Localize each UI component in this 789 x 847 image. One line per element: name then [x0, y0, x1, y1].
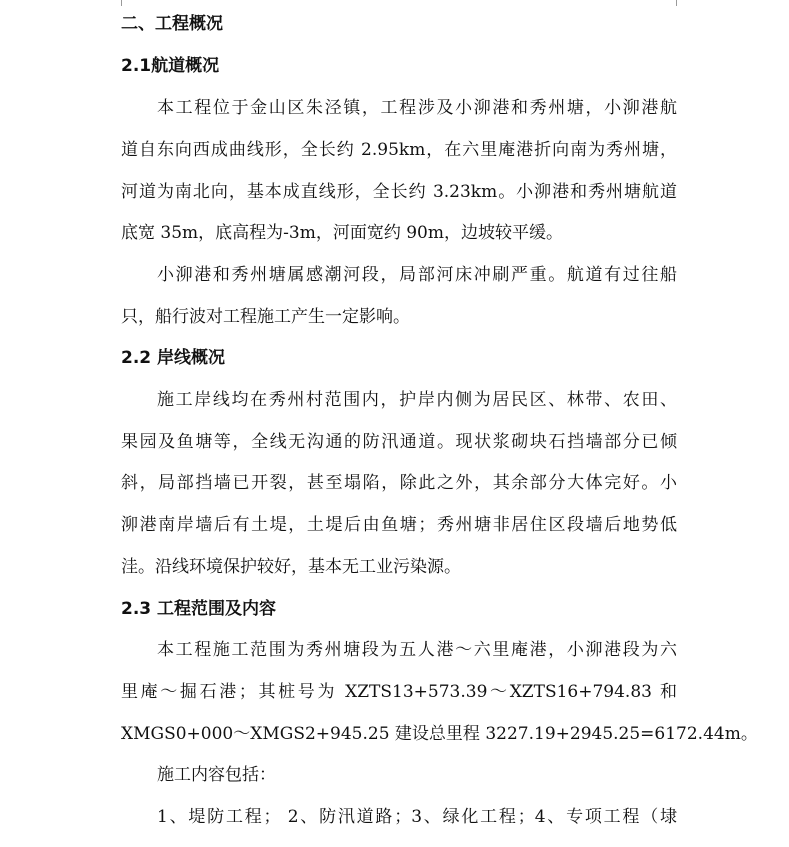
heading-2-2: 2.2 岸线概况 — [121, 348, 226, 368]
page-corner-mark-right — [676, 0, 699, 6]
paragraph-line: 本工程位于金山区朱泾镇，工程涉及小泖港和秀州塘，小泖港航 — [157, 98, 677, 118]
paragraph-line: 施工内容包括： — [157, 765, 276, 785]
paragraph-line: 1、堤防工程； 2、防汛道路；3、绿化工程；4、专项工程（埭 — [157, 807, 677, 827]
heading-2-3: 2.3 工程范围及内容 — [121, 599, 277, 619]
heading-2-1: 2.1航道概况 — [121, 56, 220, 76]
paragraph-line: 河道为南北向，基本成直线形，全长约 3.23km。小泖港和秀州塘航道 — [121, 182, 677, 202]
paragraph-line: 斜，局部挡墙已开裂，甚至塌陷，除此之外，其余部分大体完好。小 — [121, 473, 677, 493]
paragraph-line: 里庵～掘石港；其桩号为 XZTS13+573.39～XZTS16+794.83 和 — [121, 682, 677, 702]
paragraph-line: 洼。沿线环境保护较好，基本无工业污染源。 — [121, 557, 461, 577]
paragraph-line: 小泖港和秀州塘属感潮河段，局部河床冲刷严重。航道有过往船 — [157, 265, 677, 285]
paragraph-line: 施工岸线均在秀州村范围内，护岸内侧为居民区、林带、农田、 — [157, 390, 677, 410]
paragraph-line: XMGS0+000～XMGS2+945.25 建设总里程 3227.19+2945.25=6172.44m。 — [121, 724, 758, 744]
paragraph-line: 道自东向西成曲线形，全长约 2.95km，在六里庵港折向南为秀州塘， — [121, 140, 677, 160]
paragraph-line: 果园及鱼塘等，全线无沟通的防汛通道。现状浆砌块石挡墙部分已倾 — [121, 432, 677, 452]
page-corner-mark-left — [99, 0, 122, 6]
paragraph-line: 本工程施工范围为秀州塘段为五人港～六里庵港，小泖港段为六 — [157, 640, 677, 660]
paragraph-line: 只，船行波对工程施工产生一定影响。 — [121, 307, 410, 327]
section-title: 二、工程概况 — [121, 14, 223, 34]
paragraph-line: 泖港南岸墙后有土堤，土堤后由鱼塘；秀州塘非居住区段墙后地势低 — [121, 515, 677, 535]
paragraph-line: 底宽 35m，底高程为-3m，河面宽约 90m，边坡较平缓。 — [121, 223, 563, 243]
